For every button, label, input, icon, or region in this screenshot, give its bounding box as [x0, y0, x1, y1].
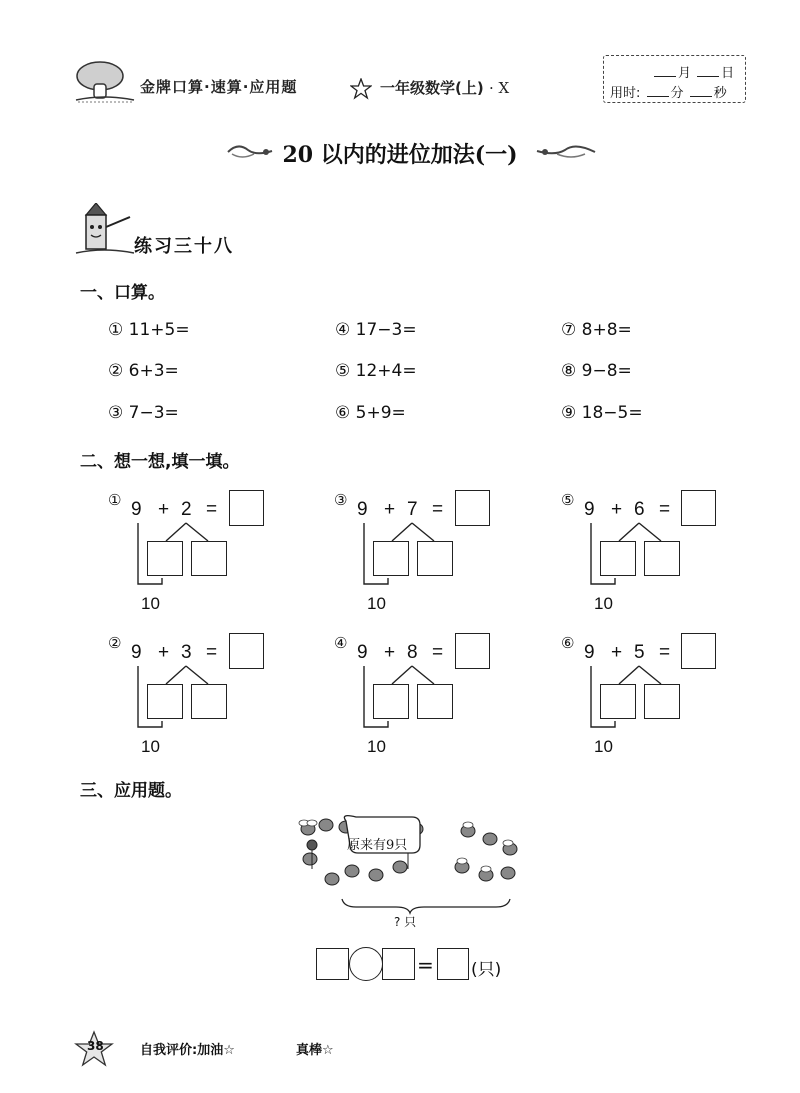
- addend-a: 9: [584, 642, 595, 663]
- answer-box-first-number[interactable]: [316, 948, 349, 980]
- unit-label: (只): [471, 960, 502, 980]
- oral-problem-2: ② 6+3=: [108, 361, 179, 381]
- oral-problem-8: ⑧ 9−8=: [561, 361, 632, 381]
- equals-sign: =: [206, 499, 218, 520]
- addend-b: 3: [181, 642, 192, 663]
- seconds-label: 秒: [713, 86, 727, 101]
- exercise-label: 练习三十八: [134, 236, 234, 257]
- oral-problem-5: ⑤ 12+4=: [335, 361, 417, 381]
- addend-b: 8: [407, 642, 418, 663]
- operator-circle[interactable]: [349, 947, 383, 981]
- oral-problem-1: ① 11+5=: [108, 320, 190, 340]
- edition-mark: · X: [488, 79, 510, 97]
- series-title: 金牌口算·速算·应用题: [140, 78, 298, 96]
- ten-label: 10: [141, 594, 160, 613]
- section1-heading: 一、口算。: [80, 283, 165, 303]
- addend-a: 9: [131, 642, 142, 663]
- plus-sign: +: [158, 642, 170, 663]
- oral-problem-4: ④ 17−3=: [335, 320, 417, 340]
- oral-problem-6: ⑥ 5+9=: [335, 403, 406, 423]
- split-box-left[interactable]: [600, 684, 636, 719]
- answer-box-second-number[interactable]: [382, 948, 415, 980]
- addend-b: 6: [634, 499, 645, 520]
- lesson-title: 20 以内的进位加法(一): [282, 142, 518, 168]
- equals-sign: =: [417, 953, 434, 977]
- section2-heading: 二、想一想,填一填。: [80, 452, 240, 472]
- section3-heading: 三、应用题。: [80, 781, 182, 801]
- self-evaluation-label: 自我评价:加油☆: [140, 1043, 235, 1058]
- oral-problem-9: ⑨ 18−5=: [561, 403, 643, 423]
- group-number: ①: [108, 491, 122, 509]
- plus-sign: +: [611, 499, 623, 520]
- answer-box-result[interactable]: [437, 948, 469, 980]
- addend-a: 9: [584, 499, 595, 520]
- ten-label: 10: [594, 594, 613, 613]
- addend-b: 7: [407, 499, 418, 520]
- equals-sign: =: [659, 499, 671, 520]
- month-label: 月: [678, 66, 692, 81]
- group-number: ⑤: [561, 491, 575, 509]
- group-number: ②: [108, 634, 122, 652]
- group-number: ④: [334, 634, 348, 652]
- day-label: 日: [721, 66, 735, 81]
- time-label: 用时:: [610, 86, 641, 101]
- minutes-label: 分: [670, 86, 684, 101]
- group-number: ③: [334, 491, 348, 509]
- addend-a: 9: [357, 499, 368, 520]
- question-label: ? 只: [394, 915, 417, 929]
- plus-sign: +: [384, 499, 396, 520]
- ten-label: 10: [367, 737, 386, 756]
- addend-b: 5: [634, 642, 645, 663]
- ten-label: 10: [141, 737, 160, 756]
- plus-sign: +: [384, 642, 396, 663]
- equals-sign: =: [659, 642, 671, 663]
- oral-problem-7: ⑦ 8+8=: [561, 320, 632, 340]
- group-number: ⑥: [561, 634, 575, 652]
- ten-label: 10: [594, 737, 613, 756]
- addend-a: 9: [357, 642, 368, 663]
- addend-a: 9: [131, 499, 142, 520]
- equals-sign: =: [432, 642, 444, 663]
- equals-sign: =: [432, 499, 444, 520]
- page-number: 38: [87, 1039, 104, 1053]
- equals-sign: =: [206, 642, 218, 663]
- speech-bubble-text: 原来有9只: [347, 838, 408, 853]
- grade-name: 一年级数学(上): [380, 79, 484, 97]
- ten-label: 10: [367, 594, 386, 613]
- addend-b: 2: [181, 499, 192, 520]
- plus-sign: +: [611, 642, 623, 663]
- split-box-right[interactable]: [644, 684, 680, 719]
- plus-sign: +: [158, 499, 170, 520]
- oral-problem-3: ③ 7−3=: [108, 403, 179, 423]
- great-label: 真棒☆: [296, 1043, 334, 1058]
